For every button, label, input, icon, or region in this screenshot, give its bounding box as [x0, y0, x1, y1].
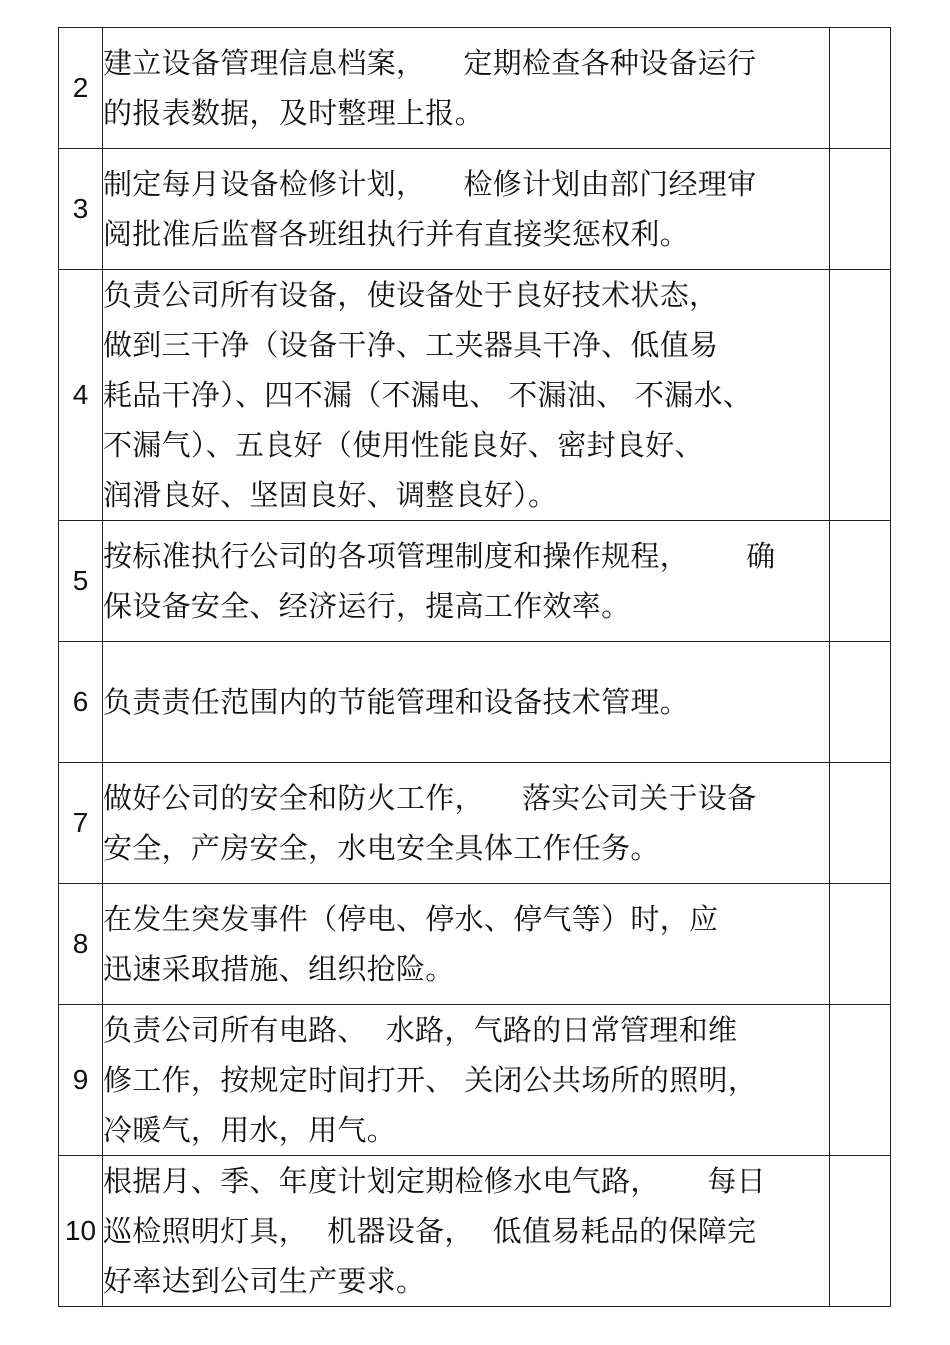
table-row	[59, 149, 891, 270]
description-line: 按标准执行公司的各项管理制度和操作规程， 确	[103, 539, 776, 573]
remark-cell	[830, 642, 891, 763]
table-row	[59, 1005, 891, 1156]
row-description	[103, 149, 830, 270]
row-description	[103, 1156, 830, 1307]
table-row	[59, 521, 891, 642]
row-number: 9	[59, 1005, 103, 1156]
row-number: 6	[59, 642, 103, 763]
remark-cell	[830, 884, 891, 1005]
table-row	[59, 884, 891, 1005]
description-line: 修工作，按规定时间打开、 关闭公共场所的照明，	[103, 1063, 758, 1097]
remark-cell	[830, 270, 891, 521]
description-line: 耗品干净）、四不漏（不漏电、 不漏油、 不漏水、	[103, 378, 753, 412]
description-line: 在发生突发事件（停电、停水、停气等）时，应	[103, 902, 719, 936]
row-description	[103, 28, 830, 149]
table-row	[59, 763, 891, 884]
description-line: 的报表数据，及时整理上报。	[103, 96, 484, 130]
description-line: 负责公司所有电路、 水路，气路的日常管理和维	[103, 1013, 738, 1047]
description-line: 冷暖气，用水，用气。	[103, 1113, 397, 1147]
description-line: 好率达到公司生产要求。	[103, 1264, 426, 1298]
remark-cell	[830, 521, 891, 642]
table-row	[59, 270, 891, 521]
remark-cell	[830, 28, 891, 149]
row-number: 3	[59, 149, 103, 270]
row-number: 7	[59, 763, 103, 884]
duty-table	[58, 27, 891, 1307]
description-line: 负责公司所有设备，使设备处于良好技术状态，	[103, 278, 719, 312]
row-number: 5	[59, 521, 103, 642]
description-line: 根据月、季、年度计划定期检修水电气路， 每日	[103, 1164, 766, 1198]
row-description	[103, 763, 830, 884]
description-line: 巡检照明灯具， 机器设备， 低值易耗品的保障完	[103, 1214, 757, 1248]
row-number: 4	[59, 270, 103, 521]
row-description	[103, 1005, 830, 1156]
table-row	[59, 28, 891, 149]
row-description	[103, 642, 830, 763]
description-line: 负责责任范围内的节能管理和设备技术管理。	[103, 685, 690, 719]
remark-cell	[830, 149, 891, 270]
description-line: 做好公司的安全和防火工作， 落实公司关于设备	[103, 781, 757, 815]
row-description	[103, 270, 830, 521]
remark-cell	[830, 763, 891, 884]
description-line: 建立设备管理信息档案， 定期检查各种设备运行	[103, 46, 757, 80]
row-description	[103, 884, 830, 1005]
row-number: 10	[59, 1156, 103, 1307]
table-row	[59, 1156, 891, 1307]
description-line: 安全，产房安全，水电安全具体工作任务。	[103, 831, 660, 865]
row-description	[103, 521, 830, 642]
table-row	[59, 642, 891, 763]
description-line: 做到三干净（设备干净、工夹器具干净、低值易	[103, 328, 719, 362]
description-line: 迅速采取措施、组织抢险。	[103, 952, 455, 986]
remark-cell	[830, 1005, 891, 1156]
description-line: 润滑良好、坚固良好、调整良好）。	[103, 478, 558, 512]
description-line: 制定每月设备检修计划， 检修计划由部门经理审	[103, 167, 757, 201]
description-line: 保设备安全、经济运行，提高工作效率。	[103, 589, 631, 623]
row-number: 2	[59, 28, 103, 149]
description-line: 阅批准后监督各班组执行并有直接奖惩权利。	[103, 217, 690, 251]
remark-cell	[830, 1156, 891, 1307]
row-number: 8	[59, 884, 103, 1005]
description-line: 不漏气）、五良好（使用性能良好、密封良好、	[103, 428, 704, 462]
